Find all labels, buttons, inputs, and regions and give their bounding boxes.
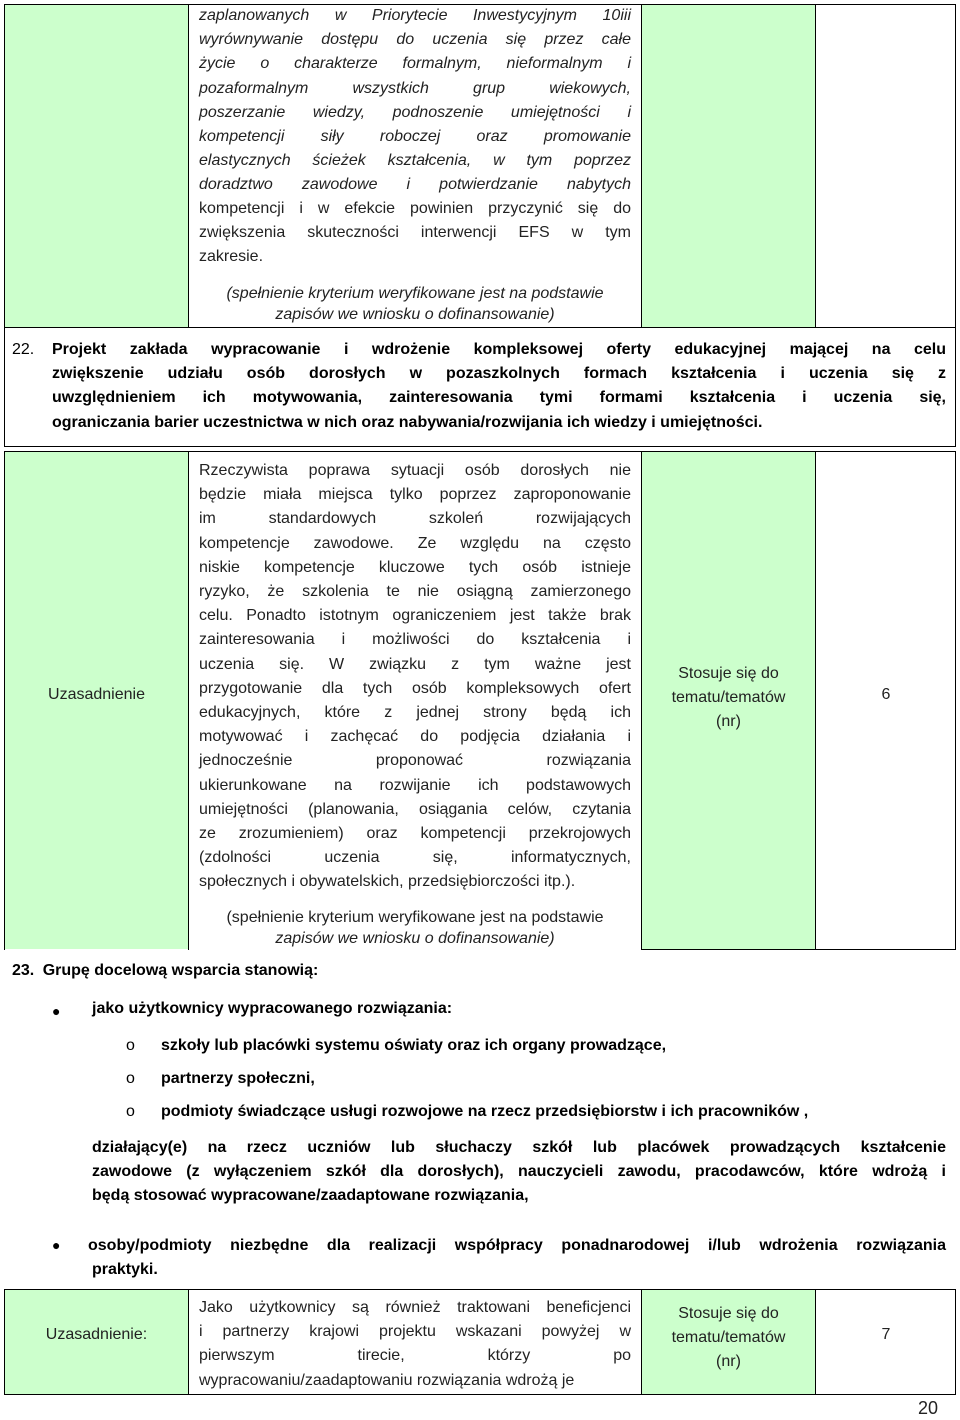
bullet2-line: osoby/podmioty niezbędne dla realizacji współpracy ponadnarodowej i/lub wdrożenia rozwiązania — [88, 1237, 946, 1254]
justification-line: edukacyjnych, które z jednej strony będą ich — [199, 704, 631, 722]
sub-item-marker: o — [126, 1070, 135, 1087]
justification-line: wyrównywanie dostępu do uczenia się przez całe — [199, 31, 631, 49]
criterion-22-text-line: uwzględnieniem ich motywowania, zainteresowania tymi formami kształcenia i uczenia się, — [52, 389, 946, 407]
justification-line: wypracowaniu/zaadaptowaniu rozwiązania wdrożą je — [199, 1371, 575, 1389]
applies-to-line: Stosuje się do — [678, 665, 779, 682]
justification-line: celu. Ponadto istotnym ograniczeniem jest także brak — [199, 607, 631, 625]
page-number: 20 — [918, 1398, 939, 1418]
justification-line: doradztwo zawodowe i potwierdzanie nabytych — [199, 176, 631, 194]
criterion-23-bullet2 — [88, 1234, 946, 1282]
justification-line: kompetencje zawodowe. Ze względu na często — [199, 534, 631, 552]
justification-line: zakresie. — [199, 248, 264, 266]
criterion-23-heading — [12, 962, 318, 980]
justification-line: elastycznych ścieżek kształcenia, w tym poprzez — [199, 152, 631, 170]
paragraph-line: zawodowe (z wyłączeniem szkół dla dorosłych), nauczycieli zawodu, pracodawców, które wdrożą i — [92, 1163, 946, 1181]
top-row-applies-cell — [642, 5, 815, 327]
justification-line: zaplanowanych w Priorytecie Inwestycyjnym 10iii — [199, 7, 631, 24]
list-item: partnerzy społeczni, — [161, 1070, 315, 1087]
applies-to-line: (nr) — [716, 713, 741, 731]
top-row-justification-rest — [199, 197, 631, 270]
row-23-justification — [199, 1296, 631, 1393]
top-row-verification-note — [190, 283, 640, 325]
justification-line: zwiększenia skuteczności interwencji EFS w tym — [199, 224, 631, 242]
justification-line: będzie miała miejsca tylko poprzez zaproponowanie — [199, 486, 631, 504]
top-row-justification — [199, 4, 631, 198]
justification-line: społecznych i obywatelskich, przedsiębiorczości itp.). — [199, 873, 576, 891]
justification-line: kompetencji i w efekcie powinien przyczynić się do — [199, 200, 631, 217]
bullet2-line: praktyki. — [92, 1261, 158, 1279]
top-row-label-cell — [5, 5, 188, 327]
row-22-topic-number: 6 — [881, 686, 891, 703]
justification-line: motywować i zachęcać do podjęcia działania i — [199, 728, 631, 746]
justification-line: im standardowych szkoleń rozwijających — [199, 510, 631, 528]
justification-line: umiejętności (planowania, osiągania celów, czytania — [199, 800, 631, 818]
applies-to-line: Stosuje się do — [678, 1305, 779, 1322]
bullet-dot-icon: ● — [52, 1003, 61, 1019]
justification-line: poszerzanie wiedzy, podnoszenie umiejętności i — [199, 103, 631, 121]
paragraph-line: będą stosować wypracowane/zaadaptowane rozwiązania, — [92, 1187, 529, 1205]
justification-line: (zdolności uczenia się, informatycznych, — [199, 849, 631, 867]
justification-line: niskie kompetencje kluczowe tych osób istnieje — [199, 558, 631, 576]
criterion-23-paragraph — [92, 1136, 946, 1209]
criterion-22-text-line: ograniczania barier uczestnictwa w nich oraz nabywania/rozwijania ich wiedzy i umiejętności. — [52, 413, 763, 431]
verification-note-line: (spełnienie kryterium weryfikowane jest na podstawie — [226, 909, 604, 926]
sub-item-marker: o — [126, 1103, 135, 1120]
criterion-22-text-line: zwiększenie udziału osób dorosłych w pozaszkolnych formach kształcenia i uczenia się z — [52, 365, 946, 383]
justification-line: życie o charakterze formalnym, nieformalnym i — [199, 55, 631, 73]
justification-line: ukierunkowane na rozwijanie ich podstawowych — [199, 776, 631, 794]
criterion-23-bullet1: jako użytkownicy wypracowanego rozwiązania: — [92, 1000, 453, 1017]
criterion-23-heading-text: Grupę docelową wsparcia stanowią: — [42, 962, 319, 979]
justification-line: pierwszym tirecie, którzy po — [199, 1347, 631, 1365]
row-22-applies-to — [642, 662, 815, 735]
criterion-23-number: 23. — [12, 962, 35, 979]
justification-line: Rzeczywista poprawa sytuacji osób dorosłych nie — [199, 462, 631, 479]
row-22-verification-note — [190, 907, 640, 949]
row-22-label: Uzasadnienie — [48, 686, 145, 703]
applies-to-line: tematu/tematów — [671, 689, 786, 707]
row-23-topic-number: 7 — [881, 1326, 891, 1343]
justification-line: ryzyko, że szkolenia te nie osiągną zamierzonego — [199, 583, 631, 601]
applies-to-line: (nr) — [716, 1353, 741, 1371]
criterion-22-text-line: Projekt zakłada wypracowanie i wdrożenie kompleksowej oferty edukacyjnej mającej na celu — [52, 341, 946, 358]
paragraph-line: działający(e) na rzecz uczniów lub słuchaczy szkół lub placówek prowadzących kształcenie — [92, 1139, 946, 1156]
justification-line: przygotowanie dla tych osób kompleksowych ofert — [199, 679, 631, 697]
applies-to-line: tematu/tematów — [671, 1329, 786, 1347]
verification-note-line: (spełnienie kryterium weryfikowane jest na podstawie — [226, 285, 604, 302]
justification-line: kompetencji siły roboczej oraz promowanie — [199, 128, 631, 146]
bullet-dot-icon: ● — [52, 1237, 61, 1253]
row-22-justification — [199, 459, 631, 895]
criterion-22-number: 22. — [12, 341, 35, 358]
justification-line: i partnerzy krajowi projektu wskazani powyżej w — [199, 1323, 631, 1341]
justification-line: pozaformalnym wszystkich grup wiekowych, — [199, 79, 631, 97]
justification-line: ze zrozumieniem) oraz kompetencji przekrojowych — [199, 825, 631, 843]
justification-line: jednocześnie proponować rozwiązania — [199, 752, 631, 770]
list-item: podmioty świadczące usługi rozwojowe na rzecz przedsiębiorstw i ich pracowników , — [161, 1103, 809, 1120]
justification-line: Jako użytkownicy są również traktowani beneficjenci — [199, 1299, 631, 1316]
criterion-22 — [12, 338, 946, 435]
row-23-label: Uzasadnienie: — [45, 1326, 148, 1343]
list-item: szkoły lub placówki systemu oświaty oraz ich organy prowadzące, — [161, 1037, 667, 1054]
justification-line: zainteresowania i możliwości do kształcenia i — [199, 631, 631, 649]
verification-note-line: zapisów we wniosku o dofinansowanie) — [275, 306, 555, 323]
row-23-applies-to — [642, 1302, 815, 1375]
justification-line: uczenia się. W związku z tym ważne jest — [199, 655, 631, 673]
sub-item-marker: o — [126, 1037, 135, 1054]
verification-note-line: zapisów we wniosku o dofinansowanie) — [275, 930, 555, 947]
